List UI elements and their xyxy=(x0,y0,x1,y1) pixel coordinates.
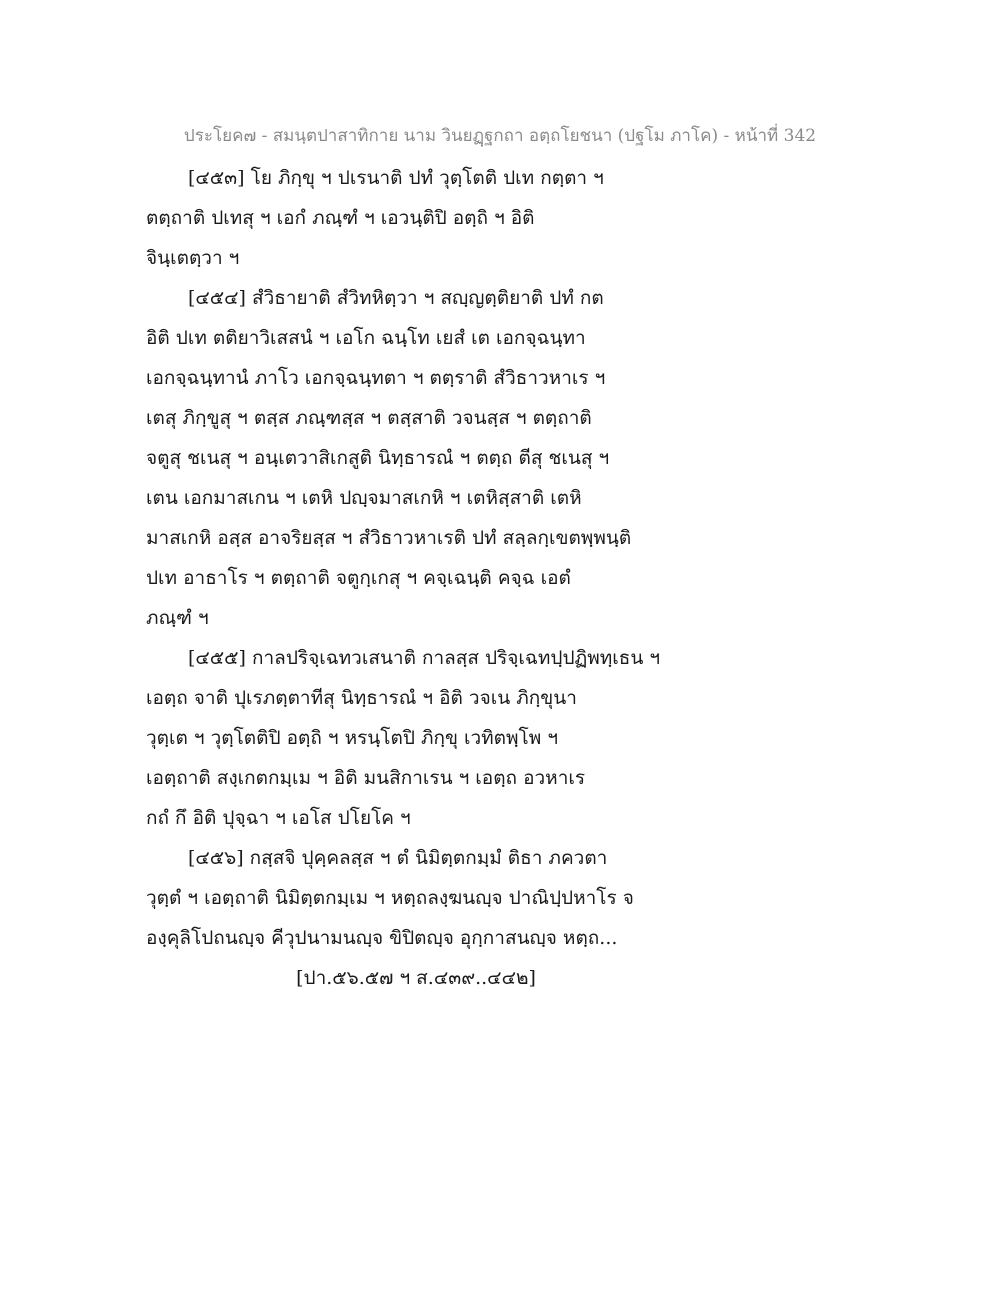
paragraph-454-line-1: [๔๕๔] สํวิธายาติ สํวิทหิตฺวา ฯ สญฺญตฺติยาติ ปทํ กต xyxy=(188,287,604,309)
paragraph-456-line-1: [๔๕๖] กสฺสจิ ปุคฺคลสฺส ฯ ตํ นิมิตฺตกมฺมํ ติธา ภควตา xyxy=(188,847,608,869)
paragraph-455-line-3: วุตฺเต ฯ วุตฺโตติปิ อตฺถิ ฯ หรนฺโตปิ ภิกฺขุ เวทิตพฺโพ ฯ xyxy=(146,727,558,749)
paragraph-453-line-2: ตตฺถาติ ปเทสุ ฯ เอกํ ภณฺฑํ ฯ เอวนฺติปิ อตฺถิ ฯ อิติ xyxy=(146,207,535,229)
paragraph-453-line-1: [๔๕๓] โย ภิกฺขุ ฯ ปเรนาติ ปทํ วุตฺโตติ ปเท กตฺตา ฯ xyxy=(188,167,604,189)
paragraph-454-line-8: ปเท อาธาโร ฯ ตตฺถาติ จตูกฺเกสุ ฯ คจฺเฉนฺติ คจฺฉ เอตํ xyxy=(146,567,571,589)
paragraph-455-line-1: [๔๕๕] กาลปริจฺเฉทวเสนาติ กาลสฺส ปริจฺเฉทปฺปฏิพทฺเธน ฯ xyxy=(188,647,661,669)
paragraph-454-line-2: อิติ ปเท ตติยาวิเสสนํ ฯ เอโก ฉนฺโท เยสํ เต เอกจฺฉนฺทา xyxy=(146,327,586,349)
paragraph-456-line-3: องฺคุลิโปถนญฺจ คีวุปนามนญฺจ ขิปิตญฺจ อุกฺกาสนญฺจ หตฺถ... xyxy=(146,927,618,949)
page-reference: [ปา.๕๖.๕๗ ฯ ส.๔๓๙..๔๔๒] xyxy=(296,967,536,989)
paragraph-454-line-3: เอกจฺฉนฺทานํ ภาโว เอกจฺฉนฺทตา ฯ ตตฺราติ สํวิธาวหาเร ฯ xyxy=(146,367,606,389)
paragraph-454-line-4: เตสุ ภิกฺขูสุ ฯ ตสฺส ภณฺฑสฺส ฯ ตสฺสาติ วจนสฺส ฯ ตตฺถาติ xyxy=(146,407,592,429)
paragraph-455-line-4: เอตฺถาติ สงฺเกตกมฺเม ฯ อิติ มนสิกาเรน ฯ เอตฺถ อวหาเร xyxy=(146,767,586,789)
paragraph-454-line-6: เตน เอกมาสเกน ฯ เตหิ ปญฺจมาสเกหิ ฯ เตหิสฺสาติ เตหิ xyxy=(146,487,582,509)
paragraph-455-line-5: กถํ กึ อิติ ปุจฺฉา ฯ เอโส ปโยโค ฯ xyxy=(146,807,411,829)
paragraph-454-line-5: จตูสุ ชเนสุ ฯ อนฺเตวาสิเกสูติ นิทฺธารณํ ฯ ตตฺถ ตีสุ ชเนสุ ฯ xyxy=(146,447,610,469)
paragraph-456-line-2: วุตฺตํ ฯ เอตฺถาติ นิมิตฺตกมฺเม ฯ หตฺถลงฺฆนญฺจ ปาณิปฺปหาโร จ xyxy=(146,887,634,909)
paragraph-454-line-9: ภณฺฑํ ฯ xyxy=(146,607,209,629)
running-header: ประโยค๗ - สมนฺตปาสาทิกาย นาม วินยฏฺฐกถา อตฺถโยชนา (ปฐโม ภาโค) - หน้าที่ 342 xyxy=(183,126,817,146)
paragraph-455-line-2: เอตฺถ จาติ ปุเรภตฺตาทีสุ นิทฺธารณํ ฯ อิติ วจเน ภิกฺขุนา xyxy=(146,687,577,709)
paragraph-454-line-7: มาสเกหิ อสฺส อาจริยสฺส ฯ สํวิธาวหาเรติ ปทํ สลฺลกฺเขตพฺพนฺติ xyxy=(146,527,632,549)
body-text xyxy=(146,158,846,998)
paragraph-453-line-3: จินฺเตตฺวา ฯ xyxy=(146,247,240,269)
